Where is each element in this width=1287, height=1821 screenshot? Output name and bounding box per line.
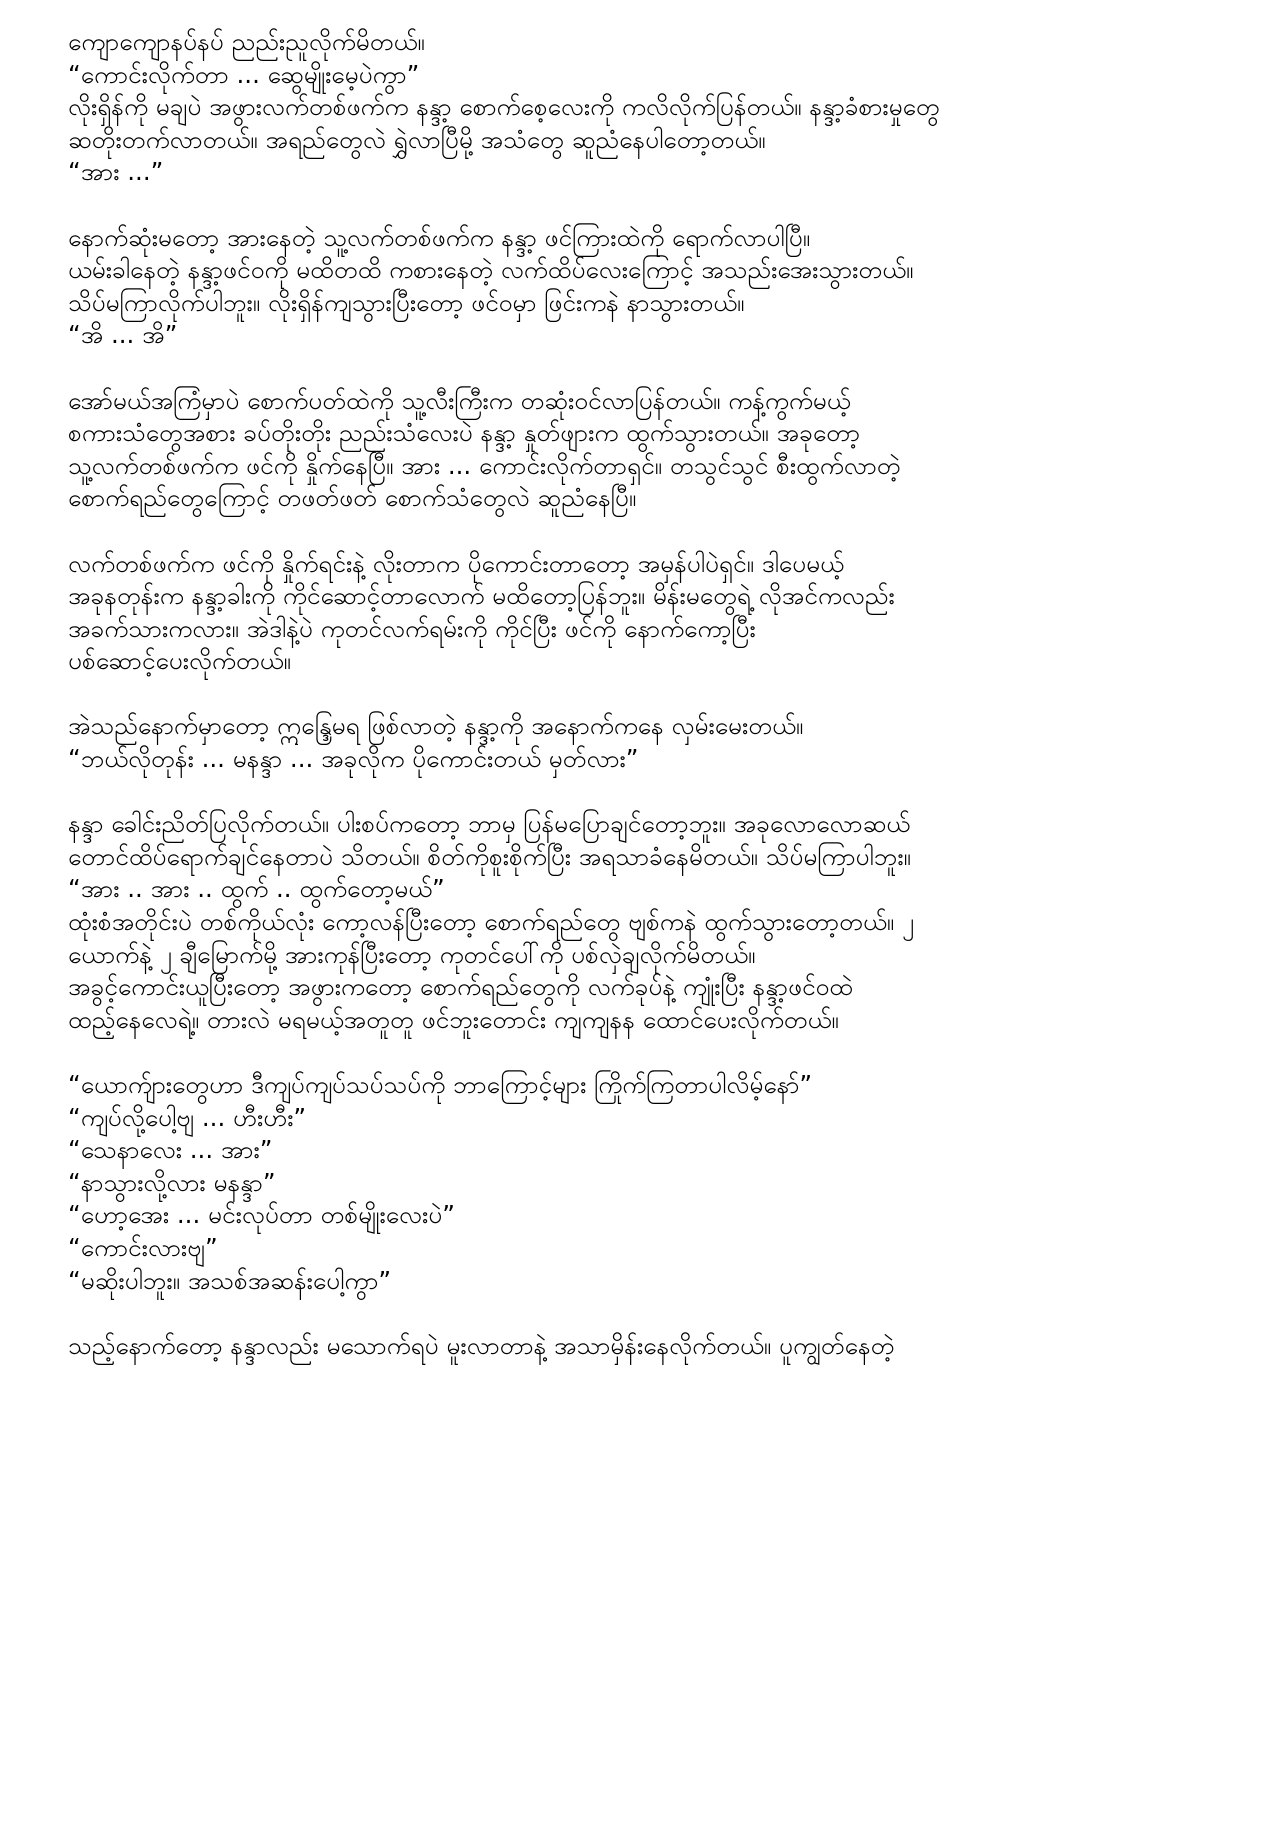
text-line: ယောက်နဲ့ ၂ ချီမြောက်မို့ အားကုန်ပြီးတော့ ကုတင်ပေါ်ကို ပစ်လှဲချလိုက်မိတယ်။ bbox=[68, 939, 756, 969]
text-line: “အား ...” bbox=[68, 157, 164, 187]
text-line: သူ့လက်တစ်ဖက်က ဖင်ကို နှိုက်နေပြီ။ အား ... ကောင်းလိုက်တာရှင်။ တသွင်သွင် စီးထွက်လာတဲ့ bbox=[68, 450, 901, 480]
text-line: စောက်ရည်တွေကြောင့် တဖတ်ဖတ် စောက်သံတွေလဲ ဆူညံနေပြီ။ bbox=[68, 483, 637, 513]
paragraph bbox=[68, 1330, 1228, 1363]
paragraph bbox=[68, 385, 1228, 515]
text-line: အခွင့်ကောင်းယူပြီးတော့ အဖွားကတော့ စောက်ရည်တွေကို လက်ခုပ်နဲ့ ကျုံးပြီး နန္ဒာ့ဖင်ဝထဲ bbox=[68, 972, 853, 1002]
text-line: တောင်ထိပ်ရောက်ချင်နေတာပဲ သိတယ်။ စိတ်ကိုစူးစိုက်ပြီး အရသာခံနေမိတယ်။ သိပ်မကြာပါဘူး။ bbox=[68, 841, 911, 871]
text-line: ယမ်းခါနေတဲ့ နန္ဒာ့ဖင်ဝကို မထိတထိ ကစားနေတဲ့ လက်ထိပ်လေးကြောင့် အသည်းအေးသွားတယ်။ bbox=[68, 255, 914, 285]
paragraph bbox=[68, 26, 1228, 189]
text-line: “အား .. အား .. ထွက် .. ထွက်တော့မယ်” bbox=[68, 874, 445, 904]
text-line: ဆတိုးတက်လာတယ်။ အရည်တွေလဲ ရွှဲလာပြီမို့ အသံတွေ ဆူညံနေပါတော့တယ်။ bbox=[68, 124, 766, 154]
text-line: ကျောကျောနပ်နပ် ညည်းညူလိုက်မိတယ်။ bbox=[68, 27, 425, 56]
text-line: “ကျပ်လို့ပေါ့ဗျ ... ဟီးဟီး” bbox=[68, 1102, 307, 1132]
paragraph bbox=[68, 808, 1228, 1036]
text-line: “မဆိုးပါဘူး။ အသစ်အဆန်းပေါ့ကွာ” bbox=[68, 1265, 392, 1295]
text-line: “ကောင်းလိုက်တာ ... ဆွေမျိုးမေ့ပဲကွာ” bbox=[68, 59, 420, 89]
text-line: အဲသည်နောက်မှာတော့ ဣန္ဒြေမရ ဖြစ်လာတဲ့ နန္ဒာ့ကို အနောက်ကနေ လှမ်းမေးတယ်။ bbox=[68, 711, 804, 741]
text-line: “ယောက်ျားတွေဟာ ဒီကျပ်ကျပ်သပ်သပ်ကို ဘာကြောင့်များ ကြိုက်ကြတာပါလိမ့်နော်” bbox=[68, 1070, 813, 1099]
text-line: နောက်ဆုံးမတော့ အားနေတဲ့ သူ့လက်တစ်ဖက်က နန္ဒာ့ ဖင်ကြားထဲကို ရောက်လာပါပြီ။ bbox=[68, 222, 811, 252]
text-line: အခုနတုန်းက နန္ဒာ့ခါးကို ကိုင်ဆောင့်တာလောက် မထိတော့ပြန်ဘူး။ မိန်းမတွေရဲ့ လိုအင်ကလည်း bbox=[68, 581, 895, 611]
paragraph bbox=[68, 222, 1228, 352]
document-page bbox=[68, 26, 1228, 1395]
text-line: “နာသွားလို့လား မနန္ဒာ” bbox=[68, 1167, 276, 1197]
text-line: “ဘယ်လိုတုန်း ... မနန္ဒာ ... အခုလိုက ပိုကောင်းတယ် မှတ်လား” bbox=[68, 744, 639, 774]
text-line: သိပ်မကြာလိုက်ပါဘူး။ လိုးရှိန်ကျသွားပြီးတော့ ဖင်ဝမှာ ဖြင်းကနဲ နာသွားတယ်။ bbox=[68, 287, 745, 317]
text-line: သည့်နောက်တော့ နန္ဒာလည်း မသောက်ရပဲ မူးလာတာနဲ့ အသာမှိန်းနေလိုက်တယ်။ ပူကျွတ်နေတဲ့ bbox=[68, 1330, 895, 1360]
text-line: ပစ်ဆောင့်ပေးလိုက်တယ်။ bbox=[68, 646, 291, 676]
text-line: “အိ ... အိ” bbox=[68, 320, 178, 350]
text-line: ထုံးစံအတိုင်းပဲ တစ်ကိုယ်လုံး ကော့လန်ပြီးတော့ စောက်ရည်တွေ ဗျစ်ကနဲ ထွက်သွားတော့တယ်။ ၂ bbox=[68, 907, 914, 937]
text-line: “သေနာလေး ... အား” bbox=[68, 1135, 273, 1165]
paragraph bbox=[68, 1069, 1228, 1297]
text-line: အခက်သားကလား။ အဲဒါနဲ့ပဲ ကုတင်လက်ရမ်းကို ကိုင်ပြီး ဖင်ကို နောက်ကော့ပြီး bbox=[68, 613, 756, 643]
text-line: စကားသံတွေအစား ခပ်တိုးတိုး ညည်းသံလေးပဲ နန္ဒာ့ နှုတ်ဖျားက ထွက်သွားတယ်။ အခုတော့ bbox=[68, 418, 861, 448]
text-line: “ဟော့အေး ... မင်းလုပ်တာ တစ်မျိုးလေးပဲ” bbox=[68, 1200, 455, 1230]
text-line: ထည့်နေလေရဲ့။ တားလဲ မရမယ့်အတူတူ ဖင်ဘူးတောင်း ကျကျနန ထောင်ပေးလိုက်တယ်။ bbox=[68, 1004, 839, 1034]
text-line: လိုးရှိန်ကို မချပဲ အဖွားလက်တစ်ဖက်က နန္ဒာ့ စောက်စေ့လေးကို ကလိလိုက်ပြန်တယ်။ နန္ဒာ့ခံစားမှုတွေ bbox=[68, 92, 940, 122]
text-line: “ကောင်းလားဗျ” bbox=[68, 1232, 218, 1262]
text-line: နန္ဒာ ခေါင်းညိတ်ပြလိုက်တယ်။ ပါးစပ်ကတော့ ဘာမှ ပြန်မပြောချင်တော့ဘူး။ အခုလောလောဆယ် bbox=[68, 809, 911, 839]
text-line: လက်တစ်ဖက်က ဖင်ကို နှိုက်ရင်းနဲ့ လိုးတာက ပိုကောင်းတာတော့ အမှန်ပါပဲရှင်။ ဒါပေမယ့် bbox=[68, 548, 844, 578]
paragraph bbox=[68, 710, 1228, 775]
paragraph bbox=[68, 548, 1228, 678]
text-line: အော်မယ်အကြံမှာပဲ စောက်ပတ်ထဲကို သူ့လီးကြီးက တဆုံးဝင်လာပြန်တယ်။ ကန့်ကွက်မယ့် bbox=[68, 385, 851, 415]
